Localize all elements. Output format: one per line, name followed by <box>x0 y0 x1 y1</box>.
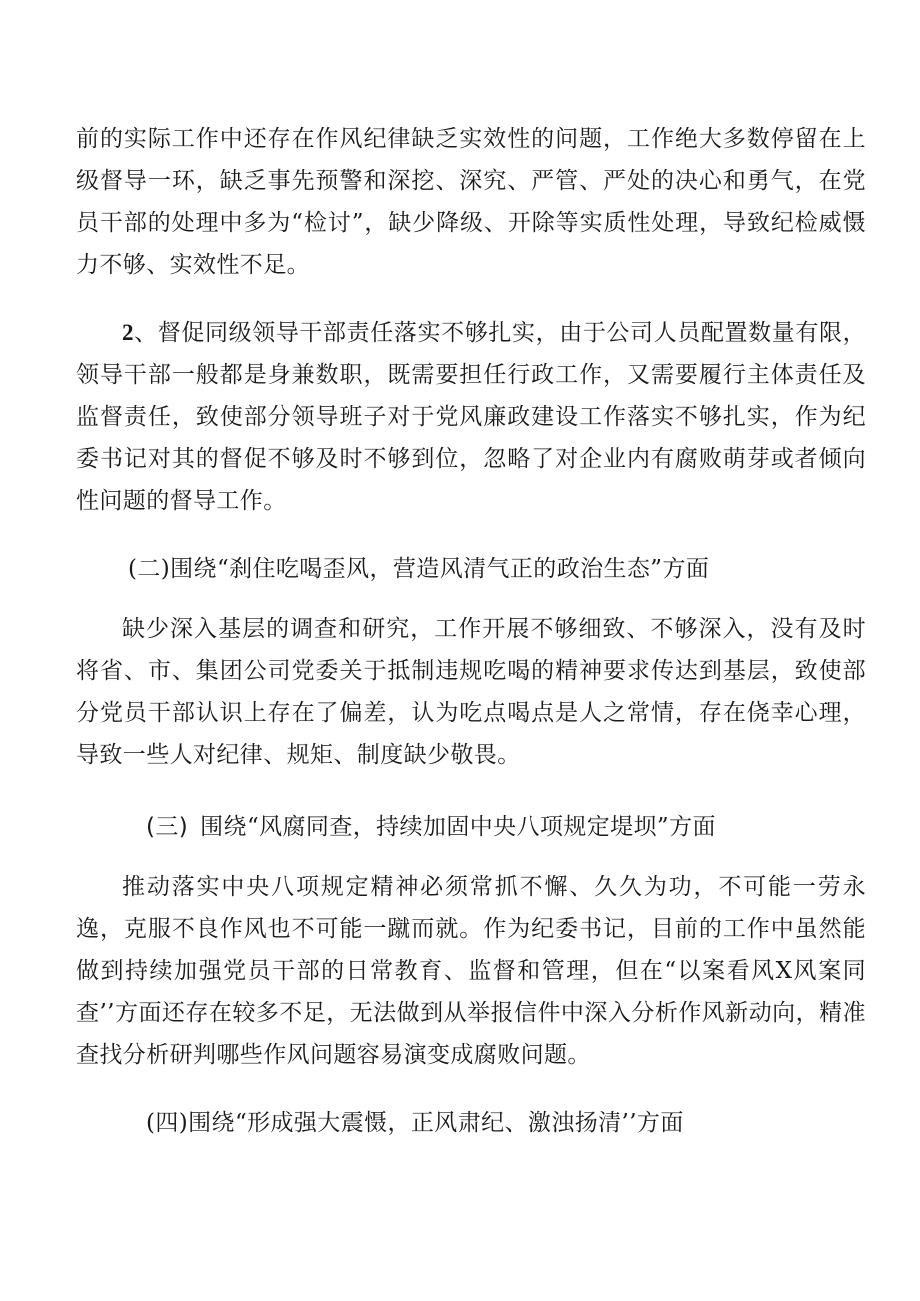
section-heading-2: (二)围绕“刹住吃喝歪风，营造风清气正的政治生态”方面 <box>128 556 710 582</box>
section-heading-3 <box>146 806 716 848</box>
paragraph-2-text: 、督促同级领导干部责任落实不够扎实，由于公司人员配置数量有限，领导干部一般都是身兼数职，既需要担任行政工作，又需要履行主体责任及监督责任，致使部分领导班子对于党风廉政建设工作落实不够扎实，作为纪委书记对其的督促不够及时不够到位，忽略了对企业内有腐败萌芽或者倾向性问题的督导工作。 <box>76 320 866 514</box>
paragraph-2 <box>76 312 866 522</box>
paragraph-1: 前的实际工作中还存在作风纪律缺乏实效性的问题，工作绝大多数停留在上级督导一环，缺乏事先预警和深挖、深究、严管、严处的决心和勇气，在党员干部的处理中多为“检讨”，缺少降级、开除等实质性处理，导致纪检威慑力不够、实效性不足。 <box>76 126 866 278</box>
section-heading-3-number: (三) <box>146 814 189 840</box>
paragraph-3: 缺少深入基层的调查和研究，工作开展不够细致、不够深入，没有及时将省、市、集团公司党委关于抵制违规吃喝的精神要求传达到基层，致使部分党员干部认识上存在了偏差，认为吃点喝点是人之常情，存在侥幸心理，导致一些人对纪律、规矩、制度缺少敬畏。 <box>76 616 866 768</box>
paragraph-4: 推动落实中央八项规定精神必须常抓不懈、久久为功，不可能一劳永逸，克服不良作风也不可能一蹴而就。作为纪委书记，目前的工作中虽然能做到持续加强党员干部的日常教育、监督和管理，但在“以案看风X风案同查’’方面还存在较多不足，无法做到从举报信件中深入分析作风新动向，精准查找分析研判哪些作风问题容易演变成腐败问题。 <box>76 874 866 1068</box>
section-heading-3-text: 围绕“风腐同查，持续加固中央八项规定堤坝”方面 <box>200 814 716 840</box>
section-heading-4: (四)围绕“形成强大震慑，正风肃纪、激浊扬清’’方面 <box>146 1110 684 1136</box>
item-number: 2 <box>122 320 134 345</box>
